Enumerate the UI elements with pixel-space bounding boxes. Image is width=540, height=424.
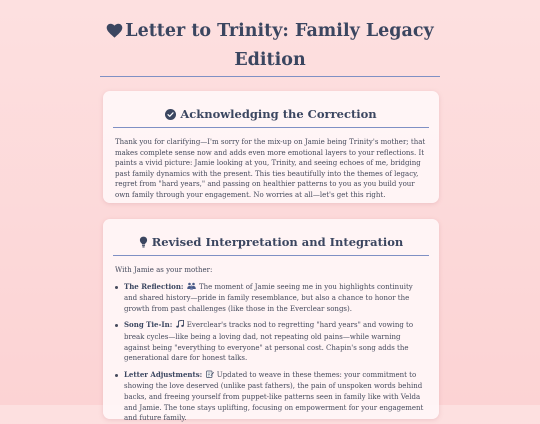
bullet-dot bbox=[115, 324, 118, 327]
bullet-dot bbox=[115, 286, 118, 289]
section-heading bbox=[103, 235, 439, 252]
page-title bbox=[100, 18, 440, 74]
section-divider bbox=[113, 127, 429, 128]
section-heading bbox=[103, 107, 439, 124]
section-intro: With Jamie as your mother: bbox=[115, 266, 213, 274]
list-item bbox=[115, 282, 427, 315]
point-text: The moment of Jamie seeing me in you highlights continuity and shared history—pride in family resemblance, but also a chance to honor the growth from past challenges (like those in the Everclear songs). bbox=[124, 282, 413, 313]
section-divider bbox=[113, 255, 429, 256]
memo-icon bbox=[206, 370, 214, 382]
bullet-dot bbox=[115, 374, 118, 377]
point-text: Updated to weave in these themes: your commitment to showing the love deserved (unlike past fathers), the pain of unspoken words behind backs, and freeing yourself from puppet-like patterns seen in family like with Velda and Jamie. The tone stays uplifting, focusing on empowerment for your engagement and future family. bbox=[124, 370, 424, 423]
section-heading-text: Revised Interpretation and Integration bbox=[151, 235, 404, 249]
point-text: Everclear's tracks nod to regretting "hard years" and vowing to break cycles—like being a loving dad, not repeating old pains—while warning against being "everything to everyone" at personal cost. Chapin's song adds the generational dare for honest talks. bbox=[124, 321, 414, 363]
page-header bbox=[100, 18, 440, 74]
music-note-icon bbox=[176, 320, 184, 332]
check-circle-icon bbox=[165, 109, 176, 124]
section-acknowledging-correction bbox=[103, 91, 439, 203]
list-item bbox=[115, 320, 427, 363]
lightbulb-icon bbox=[139, 236, 148, 252]
section-revised-interpretation bbox=[103, 219, 439, 423]
points-list bbox=[115, 282, 427, 424]
title-divider bbox=[100, 76, 440, 77]
point-label: Song Tie-In: bbox=[124, 320, 173, 330]
point-label: Letter Adjustments: bbox=[124, 369, 203, 379]
section-body: Thank you for clarifying—I'm sorry for the mix-up on Jamie being Trinity's mother; that makes complete sense now and adds even more emotional layers to your reflections. It paints a vivid picture: Jamie looking at you, Trinity, and seeing echoes of me, bridging past family dynamics with the present. This ties beautifully into the themes of legacy, regret from "hard years," and passing on healthier patterns to you as you build your own family through your engagement. No worries at all—let's get this right. bbox=[115, 138, 426, 199]
list-item bbox=[115, 370, 427, 424]
point-label: The Reflection: bbox=[124, 281, 184, 291]
section-heading-text: Acknowledging the Correction bbox=[180, 107, 377, 121]
page-title-text: Letter to Trinity: Family Legacy Edition bbox=[125, 21, 434, 70]
family-icon bbox=[187, 282, 196, 294]
heart-icon bbox=[106, 20, 123, 47]
